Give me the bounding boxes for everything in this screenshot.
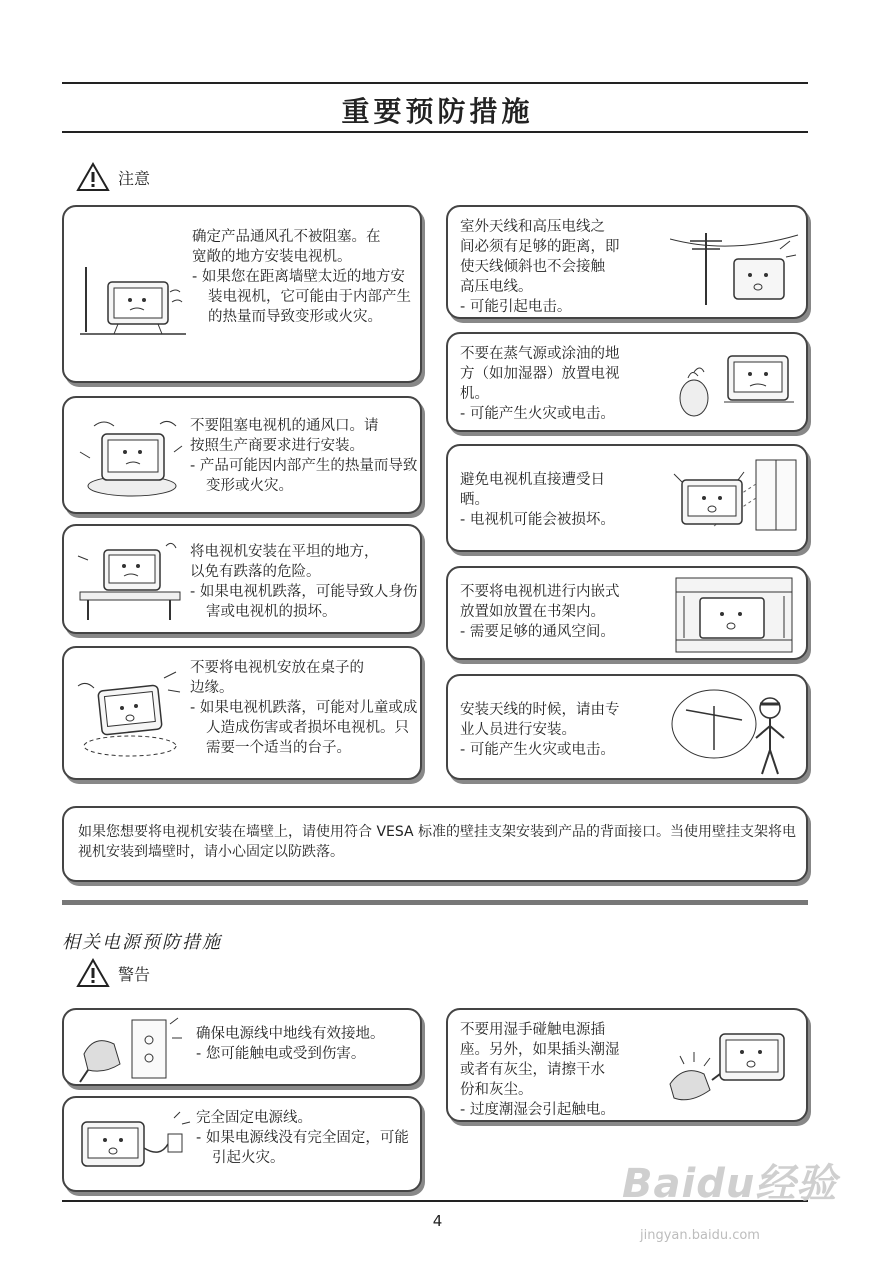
box-note-line: - 产品可能因内部产生的热量而导致变形或火灾。 [190,458,418,494]
caution-card-antenna-power-line [446,205,808,319]
caution-label: 注意 [118,168,151,188]
box-text-line: 不要将电视机安放在桌子的 [190,660,364,676]
baidu-watermark-logo: Baidu经验 [622,1161,838,1207]
warning-row [76,958,150,988]
warning-card-secure-cord [62,1096,422,1192]
tv-loose-cord-illustration [72,1108,192,1184]
caution-card-table-edge [62,646,422,780]
tv-on-table-edge-illustration [72,666,186,762]
box-text-line: 确保电源线中地线有效接地。 [196,1026,385,1042]
caution-row [76,162,150,192]
box-text-line: 使天线倾斜也不会接触 [460,259,605,275]
box-note-line: - 可能产生火灾或电击。 [460,742,615,758]
caution-card-built-in [446,566,808,660]
plug-grounding-illustration [74,1014,184,1084]
box-text-line: 高压电线。 [460,279,533,295]
title-underline [62,131,808,133]
warning-label: 警告 [118,964,151,984]
box-note-line: - 如果电视机跌落，可能对儿童或成人造成伤害或者损坏电视机。只需要一个适当的台子。 [190,700,418,756]
box-note-line: - 您可能触电或受到伤害。 [196,1046,366,1062]
box-text-line: 份和灰尘。 [460,1082,533,1098]
section-divider [62,900,808,905]
tv-in-bookshelf-illustration [670,574,800,656]
box-note-line: - 可能产生火灾或电击。 [460,406,615,422]
top-rule [62,82,808,84]
baidu-watermark-url: jingyan.baidu.com [640,1228,760,1243]
tv-on-flat-table-illustration [72,536,186,624]
box-text-line: 按照生产商要求进行安装。 [190,438,364,454]
box-note-line: - 过度潮湿会引起触电。 [460,1102,615,1118]
box-text-line: 座。另外，如果插头潮湿 [460,1042,620,1058]
box-text-line: 放置如放置在书架内。 [460,604,605,620]
box-text-line: 业人员进行安装。 [460,722,576,738]
page-number: 4 [432,1212,443,1230]
box-text-line: 宽敞的地方安装电视机。 [192,249,352,265]
box-note-line: - 如果电源线没有完全固定，可能引起火灾。 [196,1130,409,1166]
box-text-line: 将电视机安装在平坦的地方， [190,544,379,560]
box-text-line: 室外天线和高压电线之 [460,219,605,235]
box-note-line: - 可能引起电击。 [460,299,572,315]
tv-blocked-vent-illustration [74,412,186,500]
box-text-line: 确定产品通风孔不被阻塞。在 [192,229,381,245]
page-title: 重要预防措施 [341,95,534,128]
box-text-line: 安装天线的时候，请由专 [460,702,620,718]
box-text-line: 完全固定电源线。 [196,1110,312,1126]
box-text-line: 间必须有足够的距离，即 [460,239,620,255]
box-text-line: 以免有跌落的危险。 [190,564,321,580]
tv-near-humidifier-illustration [672,342,800,424]
wall-mount-note-text: 如果您想要将电视机安装在墙壁上，请使用符合 VESA 标准的壁挂支架安装到产品的背面接口。当使用壁挂支架将电视机安装到墙壁时，请小心固定以防跌落。 [78,824,797,860]
box-text-line: 不要将电视机进行内嵌式 [460,584,620,600]
box-text-line: 不要在蒸气源或涂油的地 [460,346,620,362]
box-text-line: 不要用湿手碰触电源插 [460,1022,605,1038]
warning-triangle-icon [76,958,110,988]
box-text-line: 避免电视机直接遭受日 [460,472,605,488]
caution-card-antenna-install [446,674,808,780]
antenna-power-line-illustration [670,219,800,307]
technician-antenna-illustration [666,680,802,778]
tv-in-sunlight-illustration [670,454,800,544]
box-text-line: 边缘。 [190,680,234,696]
box-text-line: 机。 [460,386,489,402]
caution-card-humidifier [446,332,808,432]
wet-hand-outlet-illustration [664,1024,800,1110]
box-note-line: - 如果电视机跌落，可能导致人身伤害或电视机的损坏。 [190,584,418,620]
warning-triangle-icon [76,162,110,192]
power-section-title: 相关电源预防措施 [62,932,222,953]
box-note-line: - 如果您在距离墙壁太近的地方安装电视机，它可能由于内部产生的热量而导致变形或火灾。 [192,269,411,325]
tv-near-wall-illustration [78,262,188,342]
box-note-line: - 需要足够的通风空间。 [460,624,615,640]
caution-card-ventilation-space [62,205,422,383]
box-text-line: 不要阻塞电视机的通风口。请 [190,418,379,434]
box-text-line: 方（如加湿器）放置电视 [460,366,620,382]
caution-card-sunlight [446,444,808,552]
box-note-line: - 电视机可能会被损坏。 [460,512,615,528]
caution-card-block-vents [62,396,422,514]
box-text-line: 或者有灰尘，请擦干水 [460,1062,605,1078]
warning-card-ground-wire [62,1008,422,1086]
warning-card-wet-hands [446,1008,808,1122]
caution-card-flat-surface [62,524,422,634]
box-text-line: 晒。 [460,492,489,508]
